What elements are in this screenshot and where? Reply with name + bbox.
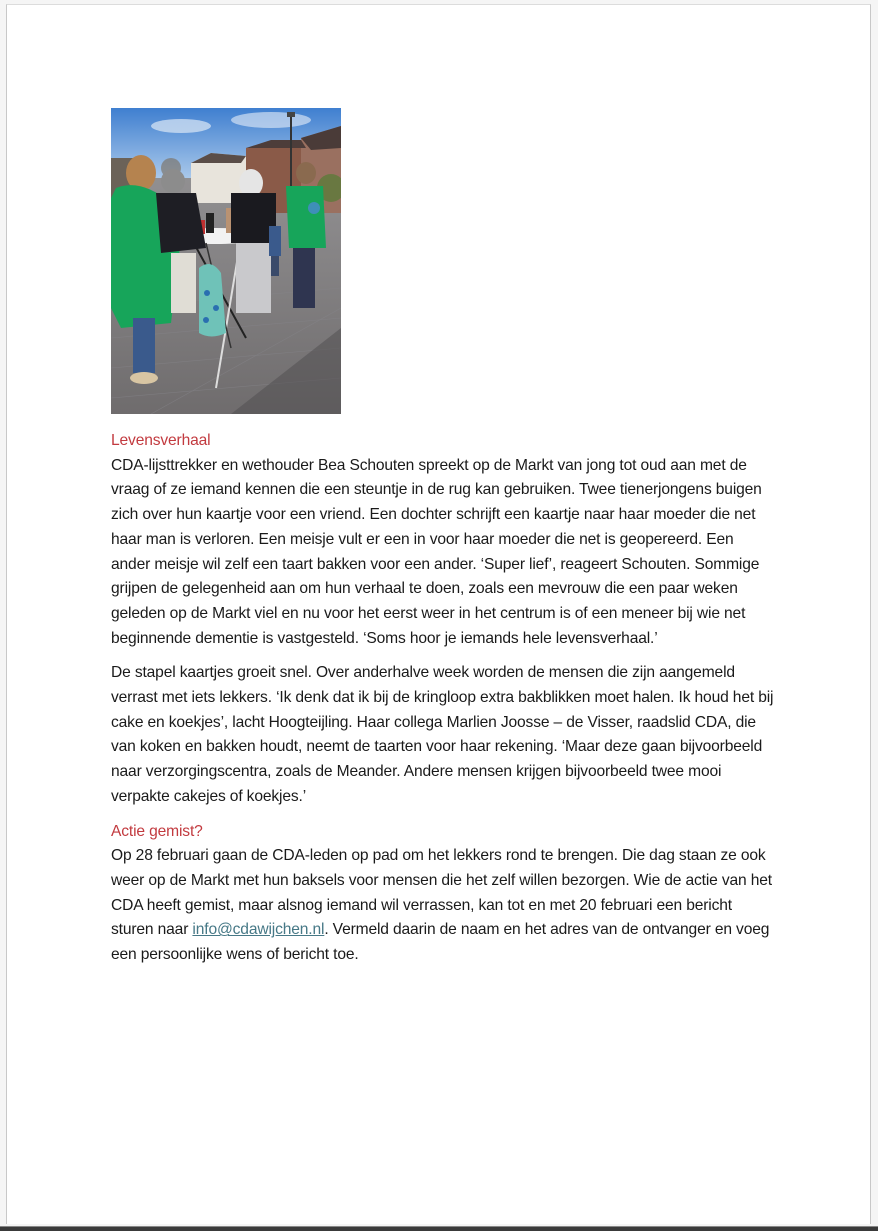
window-bottom-border	[0, 1226, 878, 1231]
paragraph-stapel-kaartjes: De stapel kaartjes groeit snel. Over anderhalve week worden de mensen die zijn aangemeld verrast met iets lekkers. ‘Ik denk dat ik bij de kringloop extra bakblikken moet halen. Ik houd het bij cake en koekjes’, lacht Hoogteijling. Haar collega Marlien Joosse – de Visser, raadslid CDA, die van koken en bakken houdt, neemt de taarten voor haar rekening. ‘Maar deze gaan bijvoorbeeld naar verzorgingscentra, zoals de Meander. Andere mensen krijgen bijvoorbeeld twee mooi verpakte cakejes of koekjes.’	[111, 664, 774, 805]
photo-image-icon	[111, 108, 341, 414]
email-link[interactable]: info@cdawijchen.nl	[192, 921, 325, 939]
paragraph-text-before-link: Op 28 februari gaan de CDA-leden op pad om het lekkers rond te brengen. Die dag staan ze ook weer op de Markt met hun baksels voor mensen die het zelf willen bezorgen. Wie de actie van het CDA heeft gemist, maar alsnog iemand wil verrassen, kan tot en met 20 februari een bericht sturen naar	[111, 847, 772, 939]
paragraph-levensverhaal: CDA-lijsttrekker en wethouder Bea Schouten spreekt op de Markt van jong tot oud aan met de vraag of ze iemand kennen die een steuntje in de rug kan gebruiken. Twee tienerjongens buigen zich over hun kaartje voor een vriend. Een dochter schrijft een kaartje naar haar moeder die net haar man is verloren. Een meisje vult er een in voor haar moeder die net is geopereerd. Een ander meisje wil zelf een taart bakken voor een ander. ‘Super lief’, reageert Schouten. Sommige grijpen de gelegenheid aan om hun verhaal te doen, zoals een mevrouw die een paar weken geleden op de Markt viel en nu voor het eerst weer in het centrum is of een meneer bij wie net beginnende dementie is vastgesteld. ‘Soms hoor je iemands hele levensverhaal.’	[111, 456, 762, 647]
article-photo	[111, 108, 341, 414]
section-heading-levensverhaal: Levensverhaal	[111, 432, 211, 449]
paragraph-text-after-link: . Vermeld daarin de naam en het adres van de ontvanger en voeg een persoonlijke wens of bericht toe.	[111, 921, 770, 964]
document-page	[6, 4, 871, 1224]
article-body	[111, 429, 776, 968]
section-heading-actie-gemist: Actie gemist?	[111, 822, 203, 840]
paragraph-actie-gemist	[111, 844, 776, 968]
